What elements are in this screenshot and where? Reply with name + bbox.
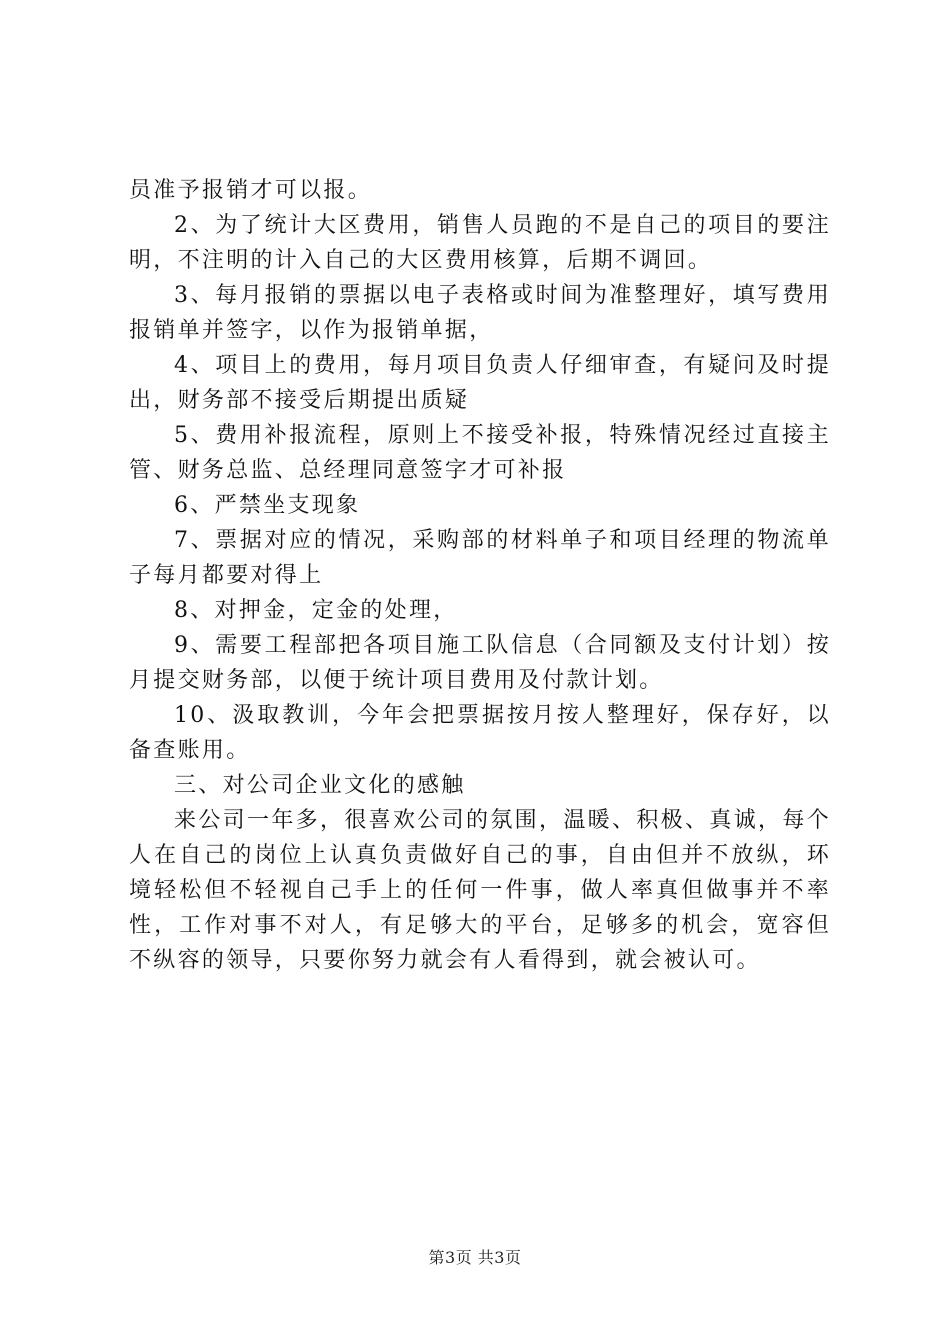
document-body [129,173,831,978]
paragraph-item-2: 2、为了统计大区费用，销售人员跑的不是自己的项目的要注明，不注明的计入自己的大区费用核算，后期不调回。 [129,213,831,273]
page-number-footer: 第3页 共3页 [428,1248,522,1267]
paragraph-item-6: 6、严禁坐支现象 [174,493,361,518]
section-heading: 三、对公司企业文化的感触 [174,773,466,798]
paragraph-item-10: 10、汲取教训，今年会把票据按月按人整理好，保存好，以备查账用。 [129,703,831,763]
paragraph-culture: 来公司一年多，很喜欢公司的氛围，温暖、积极、真诚，每个人在自己的岗位上认真负责做好自己的事，自由但并不放纵，环境轻松但不轻视自己手上的任何一件事，做人率真但做事并不率性，工作对事不对人，有足够大的平台，足够多的机会，宽容但不纵容的领导，只要你努力就会有人看得到，就会被认可。 [129,808,831,973]
paragraph-item-5: 5、费用补报流程，原则上不接受补报，特殊情况经过直接主管、财务总监、总经理同意签字才可补报 [129,423,831,483]
paragraph-item-9: 9、需要工程部把各项目施工队信息（合同额及支付计划）按月提交财务部，以便于统计项目费用及付款计划。 [129,633,831,693]
paragraph-item-3: 3、每月报销的票据以电子表格或时间为准整理好，填写费用报销单并签字，以作为报销单据， [129,283,831,343]
paragraph-continued: 员准予报销才可以报。 [129,178,373,203]
paragraph-item-4: 4、项目上的费用，每月项目负责人仔细审查，有疑问及时提出，财务部不接受后期提出质疑 [129,353,831,413]
paragraph-item-8: 8、对押金，定金的处理， [174,598,458,623]
paragraph-item-7: 7、票据对应的情况，采购部的材料单子和项目经理的物流单子每月都要对得上 [129,528,831,588]
